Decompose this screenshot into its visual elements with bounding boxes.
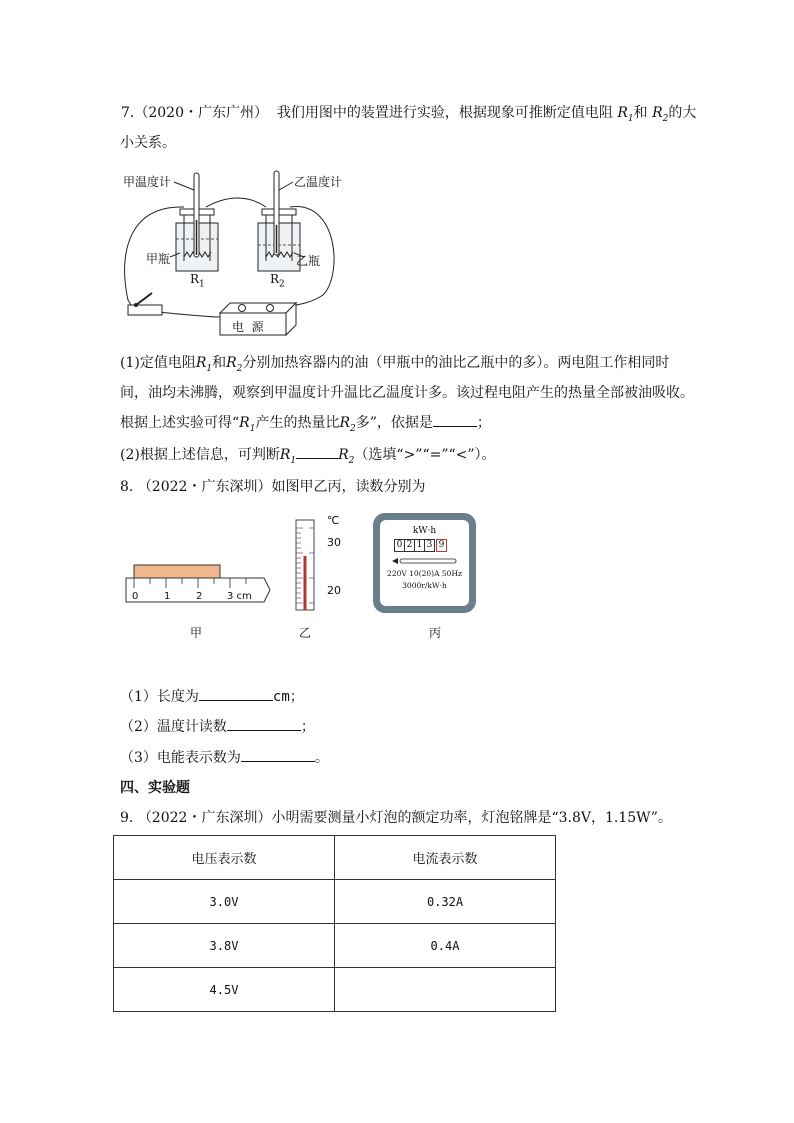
meter-disk-icon	[390, 557, 460, 565]
q7-p1-line3-end: ；	[476, 415, 491, 431]
symbol-r1-sub: 1	[206, 363, 213, 374]
symbol-r2-sub: 2	[348, 455, 355, 466]
caption-yi: 乙	[299, 626, 312, 640]
thermometer-figure	[290, 518, 322, 614]
meter-rate: 3000r/kW·h	[402, 581, 447, 590]
ruler-tick-1: 1	[164, 591, 171, 602]
q7-p1-line2: 间，油均未沸腾，观察到甲温度计升温比乙温度计多。该过程电阻产生的热量全部被油吸收。	[120, 385, 694, 401]
thermometer-label-30: 30	[327, 536, 341, 549]
table-cell: 0.4A	[335, 924, 556, 968]
meter-digits	[394, 539, 447, 552]
answer-blank-compare[interactable]	[296, 444, 338, 459]
table-header-voltage: 电压表示数	[114, 836, 335, 880]
measured-block	[134, 565, 220, 578]
q8-source: （2022・广东深圳）	[137, 479, 272, 495]
section-heading: 四、实验题	[120, 780, 190, 796]
table-row	[114, 968, 556, 1012]
meter-digit: 0	[394, 539, 405, 552]
label-jia-bottle: 甲瓶	[146, 252, 171, 266]
q7-number: 7.	[121, 105, 135, 121]
thermometer-label-20: 20	[327, 584, 341, 597]
table-row	[114, 880, 556, 924]
table-cell: 3.0V	[114, 880, 335, 924]
q7-p1-line3	[120, 412, 491, 439]
thermometer-column	[304, 556, 307, 610]
q9-number: 9.	[120, 810, 134, 826]
label-power-supply: 电 源	[232, 320, 264, 334]
table-cell: 0.32A	[335, 880, 556, 924]
symbol-r2-sub: 2	[350, 423, 356, 434]
q9-text: 小明需要测量小灯泡的额定功率，灯泡铭牌是“3.8V，1.15W”。	[271, 810, 672, 826]
label-r1: $R_1$	[190, 272, 205, 290]
q7-p1-line3-a: 根据上述实验可得“	[120, 415, 240, 431]
switch-icon	[128, 293, 162, 315]
table-cell: 4.5V	[114, 968, 335, 1012]
meter-digit-decimal: 9	[436, 539, 447, 552]
q8-sub1	[120, 686, 304, 707]
q7-line1	[121, 103, 696, 129]
measurement-table	[113, 835, 556, 1012]
q7-p1-line3-b: 产生的热量比	[255, 415, 340, 431]
q7-line2: 小关系。	[120, 135, 176, 151]
q7-and: 和	[633, 105, 648, 121]
wire-middle	[206, 198, 266, 207]
ruler-tick-2: 2	[196, 591, 203, 602]
q7-p1-a: (1)定值电阻	[120, 355, 196, 371]
meter-spec: 220V 10(20)A 50Hz	[387, 569, 462, 578]
table-header-row	[114, 836, 556, 880]
meter-digit: 2	[405, 539, 415, 552]
table-header-current: 电流表示数	[335, 836, 556, 880]
q7-p1-line3-c: 多”，依据是	[355, 415, 433, 431]
symbol-r1-sub: 1	[627, 113, 634, 124]
answer-blank-length[interactable]	[199, 686, 273, 701]
caption-bing: 丙	[429, 626, 442, 640]
table-cell: 3.8V	[114, 924, 335, 968]
caption-jia: 甲	[190, 626, 203, 640]
meter-digit: 1	[415, 539, 425, 552]
q8-text: 如图甲乙丙，读数分别为	[271, 479, 426, 495]
q8-s1-b: cm；	[272, 689, 304, 705]
meter-unit: kW·h	[412, 526, 437, 536]
q8-s1-a: （1）长度为	[120, 689, 199, 705]
symbol-r2-sub: 2	[662, 113, 669, 124]
q7-source: （2020・广东广州）	[134, 105, 268, 121]
symbol-r2: R	[339, 415, 350, 431]
q7-p2-line	[120, 444, 496, 471]
symbol-r1-sub: 1	[249, 423, 256, 434]
label-r2: $R_2$	[270, 272, 285, 290]
energy-meter	[373, 513, 476, 613]
q8-line	[120, 477, 425, 497]
q8-s2-a: （2）温度计读数	[120, 719, 227, 735]
q8-s2-b: ；	[300, 719, 315, 735]
symbol-r2: R	[226, 355, 237, 371]
meter-digit: 3	[425, 539, 435, 552]
thermometer-unit: ℃	[327, 514, 340, 527]
q8-sub3	[120, 747, 329, 768]
symbol-r1: R	[617, 105, 628, 121]
q8-sub2	[120, 716, 315, 737]
q8-number: 8.	[120, 479, 134, 495]
table-cell-empty[interactable]	[335, 968, 556, 1012]
q8-s3-b: 。	[314, 750, 329, 766]
label-yi-bottle: 乙瓶	[296, 254, 321, 268]
symbol-r2-sub: 2	[236, 363, 243, 374]
symbol-r2: R	[652, 105, 663, 121]
wire-bottom	[158, 312, 220, 317]
label-yi-thermometer: 乙温度计	[294, 175, 343, 189]
q7-text-b: 的大	[668, 105, 697, 121]
symbol-r1: R	[195, 355, 207, 371]
ruler-figure	[124, 560, 274, 610]
q7-p2-b: （选填“>”“=”“<”）。	[354, 447, 496, 463]
label-jia-thermometer: 甲温度计	[123, 175, 172, 189]
q9-source: （2022・广东深圳）	[137, 810, 272, 826]
q9-line	[120, 808, 672, 828]
symbol-r1: R	[279, 447, 291, 463]
symbol-r1-sub: 1	[290, 455, 297, 466]
table-row	[114, 924, 556, 968]
q7-p1-b: 和	[212, 355, 227, 371]
ruler-tick-0: 0	[132, 591, 139, 602]
q7-text-a: 我们用图中的装置进行实验，根据现象可推断定值电阻	[276, 105, 613, 121]
answer-blank-reason[interactable]	[433, 412, 477, 427]
symbol-r2: R	[338, 447, 349, 463]
answer-blank-temperature[interactable]	[227, 716, 301, 731]
q8-s3-a: （3）电能表示数为	[120, 750, 241, 766]
q7-p1-line1	[120, 353, 669, 379]
symbol-r1: R	[239, 415, 250, 431]
q7-p2-a: (2)根据上述信息，可判断	[120, 447, 280, 463]
q7-p1-c: 分别加热容器内的油（甲瓶中的油比乙瓶中的多）。两电阻工作相同时	[242, 355, 670, 371]
ruler-tick-3: 3 cm	[227, 591, 252, 602]
answer-blank-energy[interactable]	[241, 747, 315, 762]
